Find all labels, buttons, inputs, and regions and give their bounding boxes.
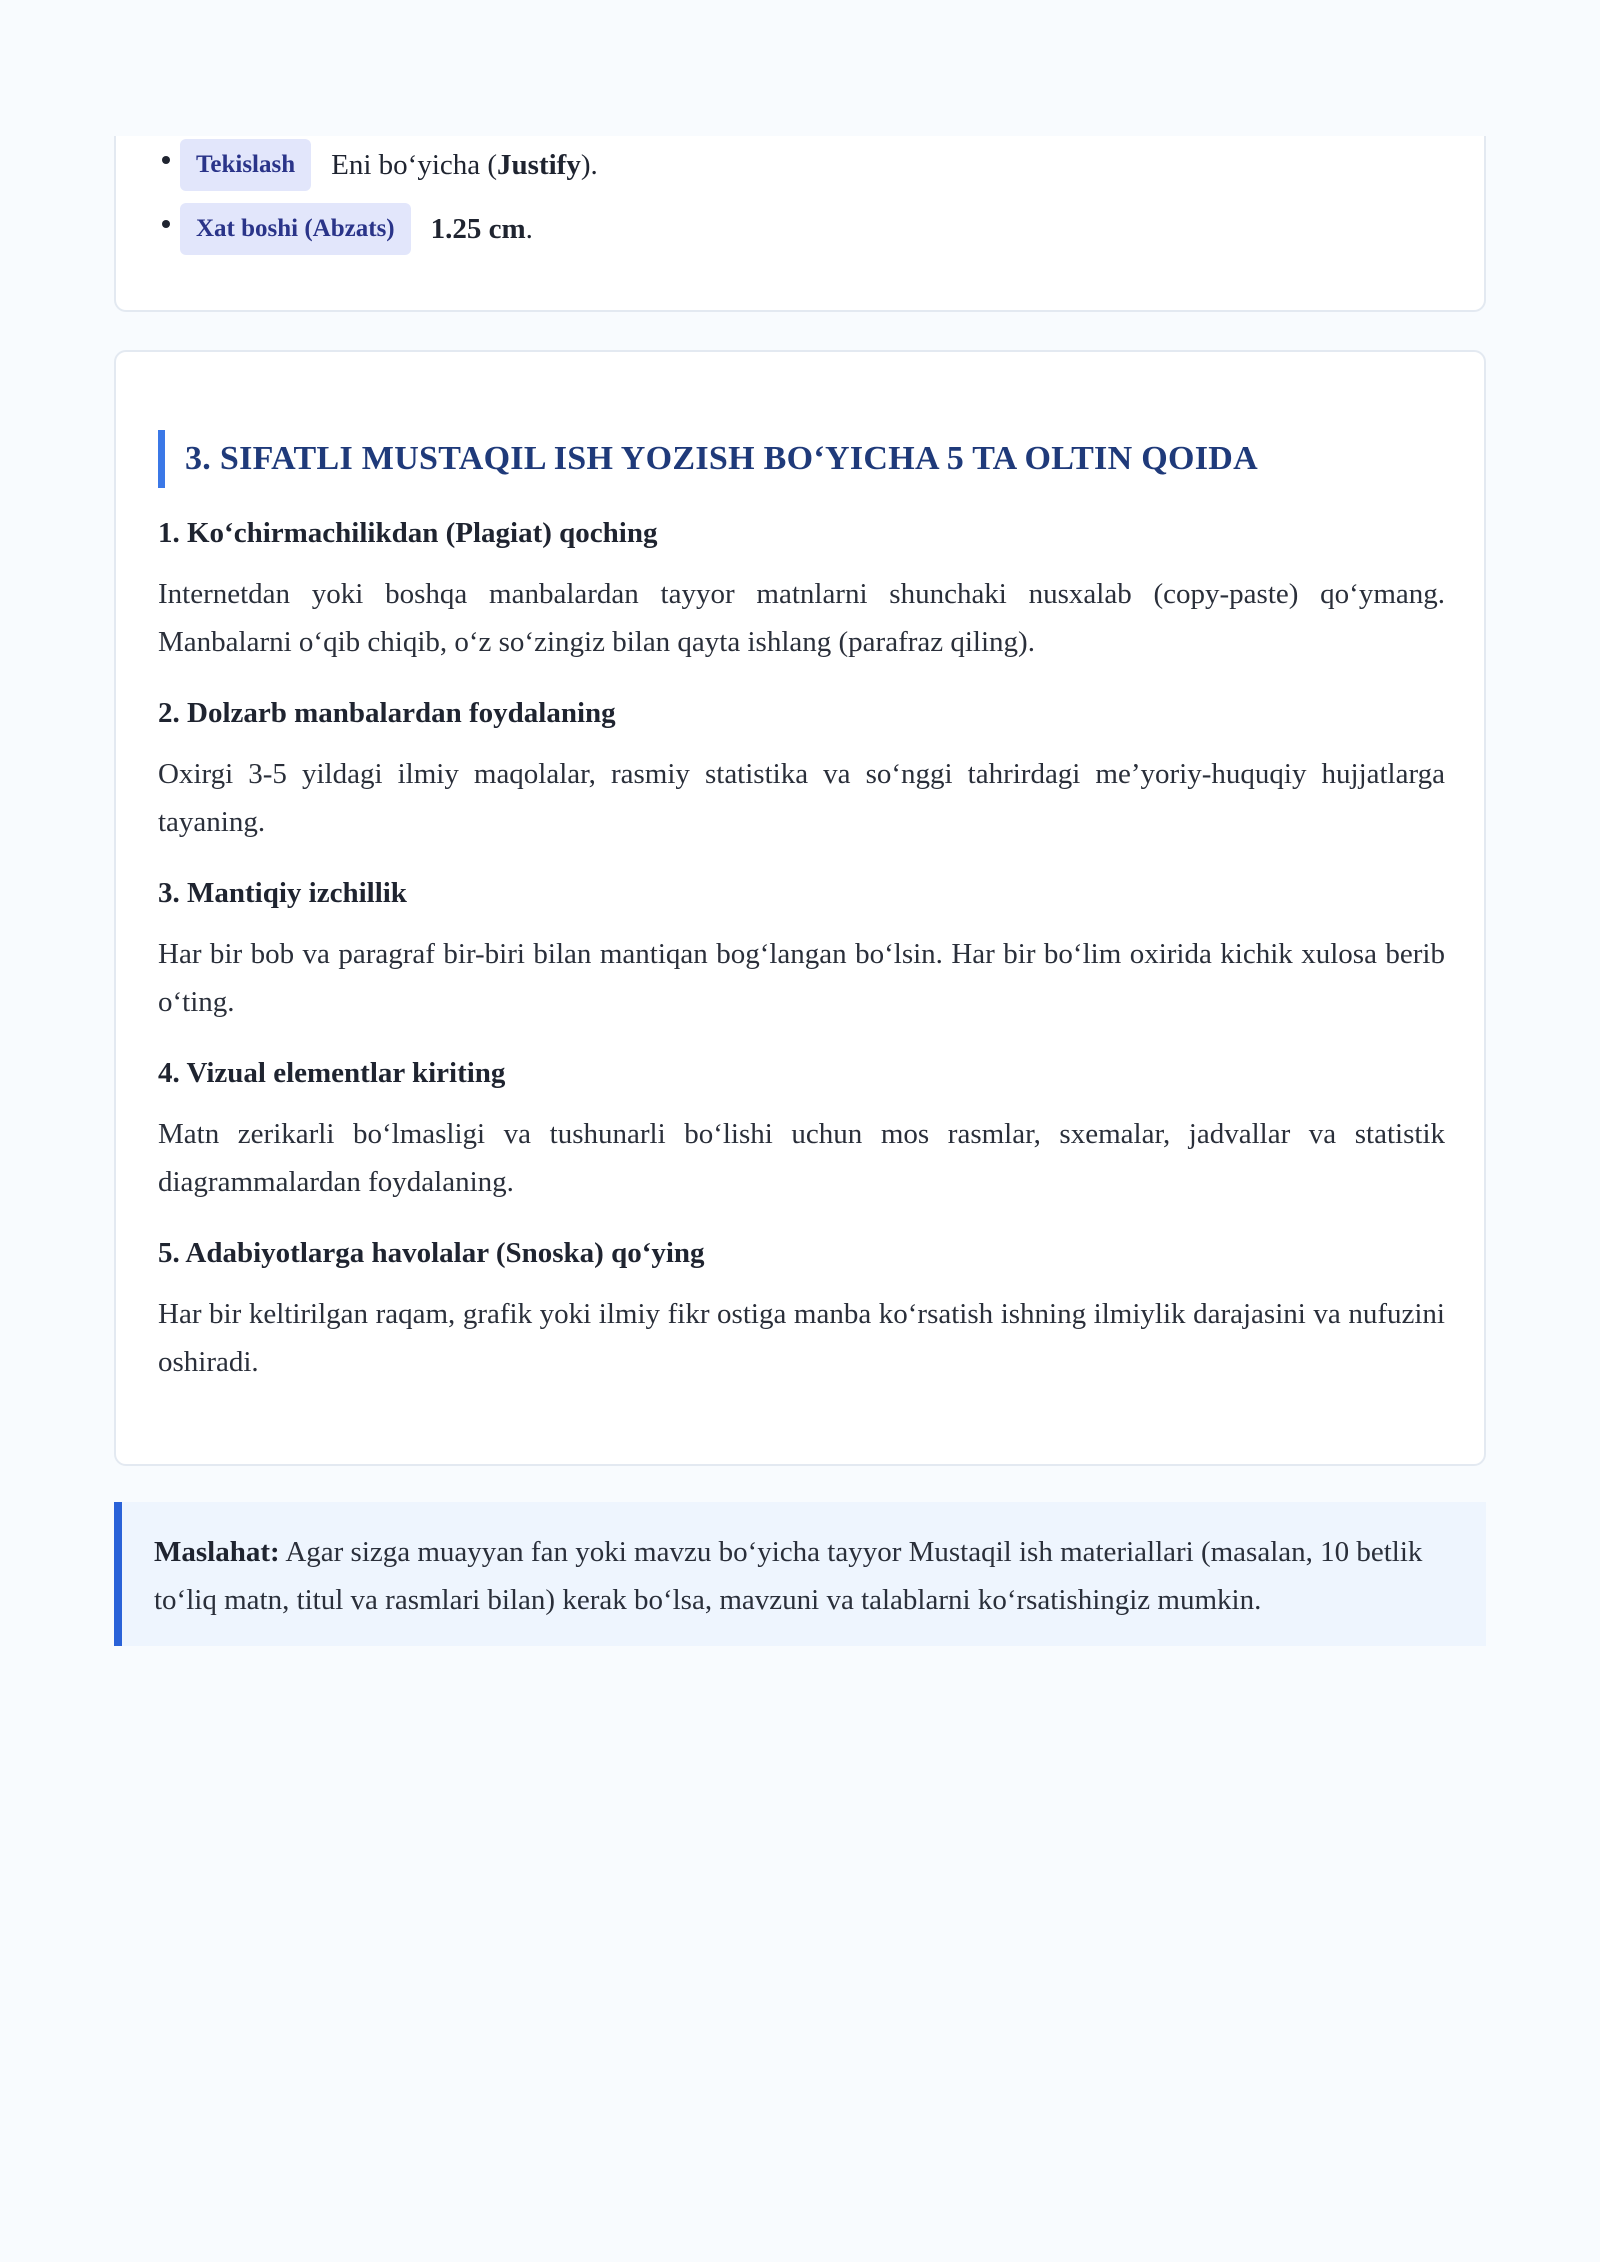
rules-list (158, 514, 1445, 1414)
rule-title: 2. Dolzarb manbalardan foydalaning (158, 697, 616, 729)
tip-text: Agar sizga muayyan fan yoki mavzu bo‘yicha tayyor Mustaqil ish materiallari (masalan, 10 betlik to‘liq matn, titul va rasmlari bilan) kerak bo‘lsa, mavzuni va talablarni ko‘rsatishingiz mumkin. (154, 1536, 1423, 1616)
rule-title: 5. Adabiyotlarga havolalar (Snoska) qo‘ying (158, 1237, 705, 1269)
bullet-icon (162, 220, 170, 228)
rule-text: Internetdan yoki boshqa manbalardan tayyor matnlarni shunchaki nusxalab (copy-paste) qo‘ymang. Manbalarni o‘qib chiqib, o‘z so‘zingiz bilan qayta ishlang (parafraz qiling). (158, 578, 1445, 658)
format-list (180, 138, 598, 266)
rule-item (158, 874, 1445, 1026)
tip-callout (114, 1502, 1486, 1646)
rule-text: Har bir bob va paragraf bir-biri bilan mantiqan bog‘langan bo‘lsin. Har bir bo‘lim oxirida kichik xulosa berib o‘ting. (158, 938, 1445, 1018)
format-card (114, 136, 1486, 312)
rule-text: Oxirgi 3-5 yildagi ilmiy maqolalar, rasmiy statistika va so‘nggi tahrirdagi me’yoriy-huquqiy hujjatlarga tayaning. (158, 758, 1445, 838)
rule-item (158, 514, 1445, 666)
section-title: 3. SIFATLI MUSTAQIL ISH YOZISH BO‘YICHA 5 TA OLTIN QOIDA (158, 430, 1258, 488)
rule-title: 4. Vizual elementlar kiriting (158, 1057, 506, 1089)
rule-item (158, 694, 1445, 846)
format-item-alignment (180, 138, 598, 192)
tip-label: Maslahat: (154, 1536, 280, 1568)
bullet-icon (162, 156, 170, 164)
rule-title: 3. Mantiqiy izchillik (158, 877, 407, 909)
rule-title: 1. Ko‘chirmachilikdan (Plagiat) qoching (158, 517, 658, 549)
rule-item (158, 1054, 1445, 1206)
format-value: Eni bo‘yicha (Justify). (331, 148, 598, 181)
format-value: 1.25 cm. (430, 212, 533, 245)
rules-card (114, 350, 1486, 1466)
rule-text: Har bir keltirilgan raqam, grafik yoki ilmiy fikr ostiga manba ko‘rsatish ishning ilmiylik darajasini va nufuzini oshiradi. (158, 1298, 1445, 1378)
format-tag: Xat boshi (Abzats) (180, 203, 411, 255)
rule-item (158, 1234, 1445, 1386)
rule-text: Matn zerikarli bo‘lmasligi va tushunarli bo‘lishi uchun mos rasmlar, sxemalar, jadvallar va statistik diagrammalardan foydalaning. (158, 1118, 1445, 1198)
format-tag: Tekislash (180, 139, 311, 191)
format-item-indent (180, 202, 598, 256)
